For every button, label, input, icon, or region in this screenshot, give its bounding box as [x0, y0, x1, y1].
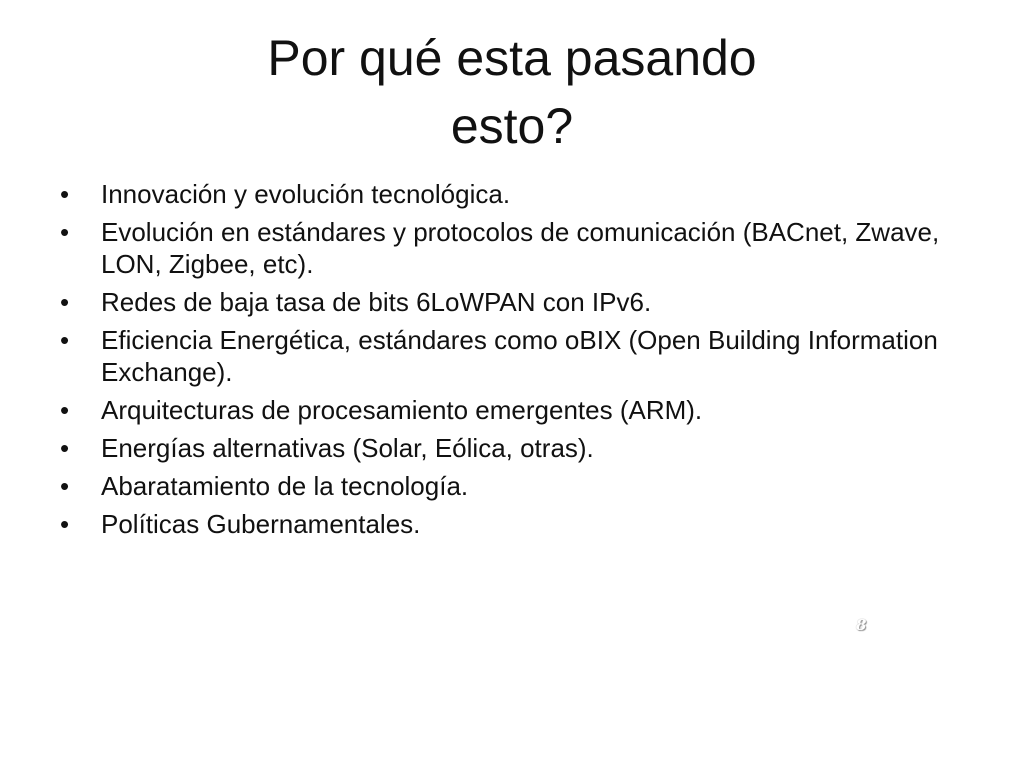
bullet-item-eficiencia — [60, 324, 960, 388]
bullet-icon: • — [60, 325, 70, 355]
bullet-icon: • — [60, 217, 70, 247]
bullet-item-abaratamiento — [60, 470, 960, 502]
slide-title — [0, 24, 1024, 160]
bullet-icon: • — [60, 471, 70, 501]
bullet-list — [60, 178, 960, 546]
slide-title-line-1: Por qué esta pasando — [267, 30, 757, 86]
bullet-text: Eficiencia Energética, estándares como oBIX (Open Building Information Exchange). — [101, 325, 938, 387]
bullet-item-innovacion — [60, 178, 960, 210]
page-number: 8 — [856, 616, 867, 634]
bullet-text: Evolución en estándares y protocolos de comunicación (BACnet, Zwave, LON, Zigbee, etc). — [101, 217, 940, 279]
bullet-item-estandares — [60, 216, 960, 280]
bullet-text: Abaratamiento de la tecnología. — [101, 471, 469, 501]
bullet-text: Energías alternativas (Solar, Eólica, otras). — [101, 433, 594, 463]
bullet-icon: • — [60, 395, 70, 425]
bullet-icon: • — [60, 287, 70, 317]
bullet-text: Políticas Gubernamentales. — [101, 509, 421, 539]
bullet-icon: • — [60, 179, 70, 209]
bullet-item-politicas — [60, 508, 960, 540]
bullet-icon: • — [60, 433, 70, 463]
bullet-item-redes — [60, 286, 960, 318]
bullet-item-arquitecturas — [60, 394, 960, 426]
bullet-item-energias — [60, 432, 960, 464]
bullet-text: Redes de baja tasa de bits 6LoWPAN con IPv6. — [101, 287, 652, 317]
bullet-text: Arquitecturas de procesamiento emergentes (ARM). — [101, 395, 703, 425]
bullet-icon: • — [60, 509, 70, 539]
bullet-text: Innovación y evolución tecnológica. — [101, 179, 511, 209]
slide-title-line-2: esto? — [450, 98, 574, 154]
